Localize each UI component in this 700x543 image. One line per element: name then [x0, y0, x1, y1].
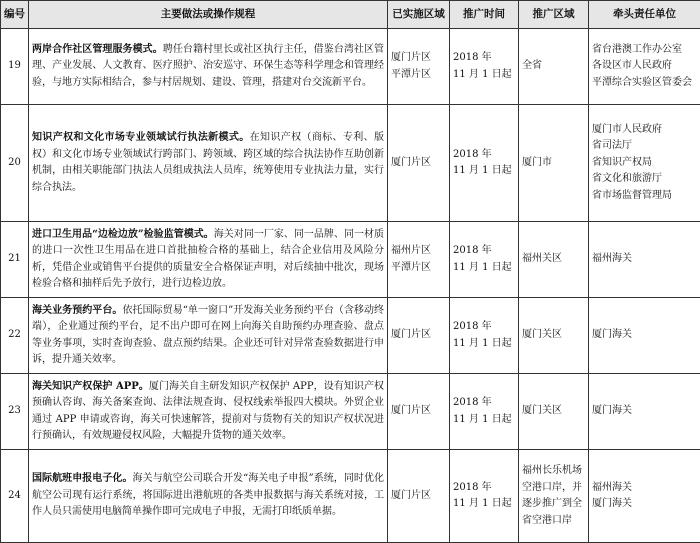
time-line: 11 月 1 日起: [453, 412, 515, 429]
measure-title: 进口卫生用品“边检边放”检验监管模式。: [32, 229, 214, 240]
time-line: 11 月 1 日起: [453, 67, 515, 84]
dept-line: 省台港澳工作办公室: [592, 42, 697, 59]
row-number: 23: [1, 374, 29, 450]
dept-line: 厦门海关: [592, 327, 697, 344]
dept-line: 福州海关: [592, 251, 697, 268]
implemented-area: [388, 105, 450, 222]
header-row: [1, 1, 700, 29]
scope-text: 厦门关区: [522, 329, 562, 340]
promotion-scope: [519, 29, 589, 105]
promotion-time: [450, 105, 519, 222]
promotion-time: [450, 222, 519, 298]
row-number: 19: [1, 29, 29, 105]
measure-title: 两岸合作社区管理服务模式。: [32, 44, 163, 55]
scope-text: 福州长乐机场空港口岸，并逐步推广到全省空港口岸: [522, 465, 582, 526]
dept-line: 省知识产权局: [592, 155, 697, 172]
dept-line: 厦门市人民政府: [592, 122, 697, 139]
measure-title: 海关业务预约平台。: [32, 305, 122, 316]
table-row: [1, 105, 700, 222]
implemented-area: [388, 450, 450, 543]
time-line: 2018 年: [453, 319, 515, 336]
promotion-time: [450, 374, 519, 450]
dept-line: 福州海关: [592, 480, 697, 497]
measure-cell: [29, 105, 388, 222]
dept-line: 平潭综合实验区管委会: [592, 75, 697, 92]
scope-text: 福州关区: [522, 253, 562, 264]
row-number: 21: [1, 222, 29, 298]
dept-line: 省司法厅: [592, 138, 697, 155]
area-line: 平潭片区: [391, 260, 446, 277]
area-line: 厦门片区: [391, 488, 446, 505]
table-row: [1, 298, 700, 374]
lead-department: [589, 105, 700, 222]
dept-line: 省市场监督管理局: [592, 188, 697, 205]
dept-line: 厦门海关: [592, 403, 697, 420]
measure-title: 知识产权和文化市场专业领域试行执法新模式。: [32, 132, 250, 143]
promotion-scope: [519, 298, 589, 374]
time-line: 11 月 1 日起: [453, 496, 515, 513]
time-line: 2018 年: [453, 395, 515, 412]
promotion-time: [450, 450, 519, 543]
measure-body: 海关与航空公司联合开发“海关电子申报”系统，同时优化航空公司现有运行系统，将国际进出港航班的各类申报数据与海关系统对接，工作人员只需使用电脑简单操作即可完成电子申报，无需打印纸质单据。: [32, 473, 384, 517]
scope-text: 厦门关区: [522, 405, 562, 416]
table-row: [1, 374, 700, 450]
lead-department: [589, 374, 700, 450]
row-number: 22: [1, 298, 29, 374]
col-header-dept: 牵头责任单位: [589, 1, 700, 29]
measure-cell: [29, 298, 388, 374]
measure-body: 聘任台籍村里长或社区执行主任，借鉴台湾社区管理、产业发展、人文教育、医疗照护、治安巡守、环保生态等科学理念和管理经验，与地方实际相结合，参与村居规划、建设、管理，搭建对台交流新平台。: [32, 44, 384, 88]
lead-department: [589, 298, 700, 374]
col-header-area: 已实施区域: [388, 1, 450, 29]
measure-cell: [29, 222, 388, 298]
promotion-scope: [519, 105, 589, 222]
area-line: 厦门片区: [391, 50, 446, 67]
lead-department: [589, 29, 700, 105]
area-line: 厦门片区: [391, 327, 446, 344]
promotion-scope: [519, 450, 589, 543]
measure-title: 国际航班申报电子化。: [32, 473, 133, 484]
time-line: 11 月 1 日起: [453, 336, 515, 353]
row-number: 20: [1, 105, 29, 222]
promotion-time: [450, 298, 519, 374]
table-row: [1, 222, 700, 298]
time-line: 2018 年: [453, 243, 515, 260]
table-row: [1, 450, 700, 543]
measure-body: 海关对同一厂家、同一品牌、同一材质的进口一次性卫生用品在进口首批抽检合格的基础上，结合企业信用及风险分析，凭借企业或销售平台提供的质量安全合格保证声明，对后续抽中批次，现场检验合格和抽样后先予放行，进行边检边放。: [32, 229, 384, 290]
measure-body: 厦门海关自主研发知识产权保护 APP，设有知识产权预确认咨询、海关备案查询、法律法规查询、侵权线索举报四大模块。外贸企业通过 APP 申请或咨询，海关可快速解答，提前对与货物有关的知识产权状况进行预确认，有效规避侵权风险，大幅提升货物的通关效率。: [32, 381, 384, 442]
col-header-scope: 推广区域: [519, 1, 589, 29]
measure-cell: [29, 29, 388, 105]
implemented-area: [388, 374, 450, 450]
implemented-area: [388, 222, 450, 298]
row-number: 24: [1, 450, 29, 543]
area-line: 厦门片区: [391, 155, 446, 172]
promotion-time: [450, 29, 519, 105]
col-header-time: 推广时间: [450, 1, 519, 29]
dept-line: 厦门海关: [592, 496, 697, 513]
area-line: 福州片区: [391, 243, 446, 260]
lead-department: [589, 450, 700, 543]
scope-text: 全省: [522, 60, 542, 71]
measure-cell: [29, 450, 388, 543]
area-line: 厦门片区: [391, 403, 446, 420]
implemented-area: [388, 29, 450, 105]
dept-line: 省文化和旅游厅: [592, 171, 697, 188]
time-line: 11 月 1 日起: [453, 260, 515, 277]
measure-body: 在知识产权（商标、专利、版权）和文化市场专业领域试行跨部门、跨领域、跨区域的综合执法协作互助创新机制，由相关职能部门执法人员组成执法人员库，统筹使用专业执法力量，实行综合执法。: [32, 132, 384, 193]
col-header-task: 主要做法或操作规程: [29, 1, 388, 29]
measure-body: 依托国际贸易“单一窗口”开发海关业务预约平台（含移动终端），企业通过预约平台，足不出户即可在网上向海关自助预约办理查验、盘点等业务事项，实时查询查验、盘点预约结果。企业还可针对异常查验数据进行申诉，提升通关效率。: [32, 305, 384, 366]
measure-cell: [29, 374, 388, 450]
table-row: [1, 29, 700, 105]
promotion-scope: [519, 222, 589, 298]
lead-department: [589, 222, 700, 298]
implemented-area: [388, 298, 450, 374]
time-line: 2018 年: [453, 480, 515, 497]
measure-title: 海关知识产权保护 APP。: [32, 381, 149, 392]
scope-text: 厦门市: [522, 157, 552, 168]
time-line: 2018 年: [453, 147, 515, 164]
time-line: 2018 年: [453, 50, 515, 67]
time-line: 11 月 1 日起: [453, 163, 515, 180]
area-line: 平潭片区: [391, 67, 446, 84]
promotion-scope: [519, 374, 589, 450]
col-header-num: 编号: [1, 1, 29, 29]
dept-line: 各设区市人民政府: [592, 58, 697, 75]
